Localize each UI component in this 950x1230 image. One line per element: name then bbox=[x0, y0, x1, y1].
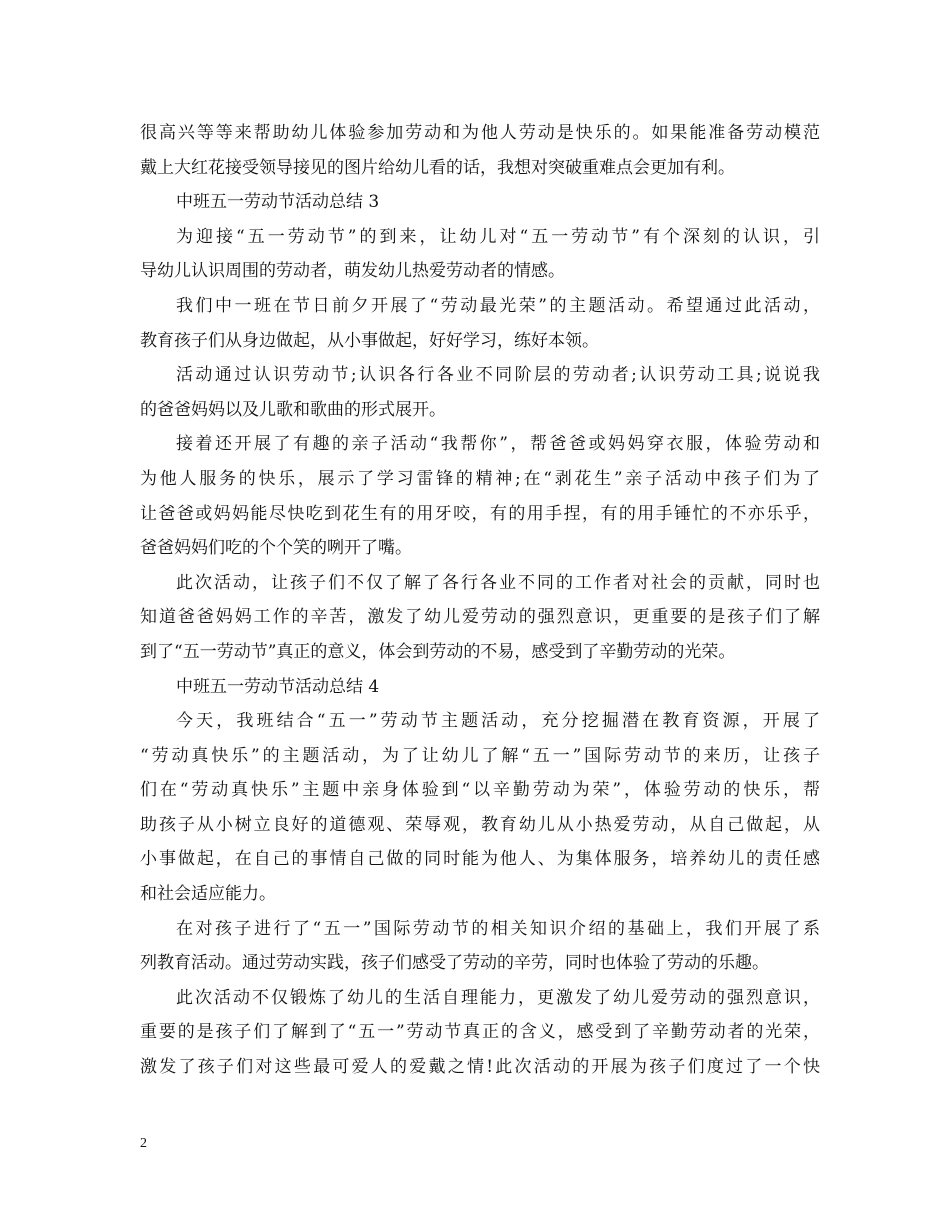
paragraph-line: 教育孩子们从身边做起，从小事做起，好好学习，练好本领。 bbox=[140, 330, 599, 351]
paragraph-line: 到了“五一劳动节”真正的意义，体会到劳动的不易，感受到了辛勤劳动的光荣。 bbox=[140, 641, 736, 662]
paragraph-line: “劳动真快乐”的主题活动，为了让幼儿了解“五一”国际劳动节的来历，让孩子 bbox=[140, 745, 820, 766]
paragraph-line: 为他人服务的快乐，展示了学习雷锋的精神;在“剥花生”亲子活动中孩子们为了 bbox=[140, 468, 820, 489]
paragraph-line: 和社会适应能力。 bbox=[140, 884, 276, 905]
paragraph-line: 的爸爸妈妈以及儿歌和歌曲的形式展开。 bbox=[140, 399, 446, 420]
section-heading: 中班五一劳动节活动总结 4 bbox=[176, 676, 380, 697]
paragraph-line: 小事做起，在自己的事情自己做的同时能为他人、为集体服务，培养幼儿的责任感 bbox=[140, 849, 820, 870]
paragraph-line: 活动通过认识劳动节;认识各行各业不同阶层的劳动者;认识劳动工具;说说我 bbox=[176, 365, 820, 386]
paragraph-line: 爸爸妈妈们吃的个个笑的咧开了嘴。 bbox=[140, 538, 412, 559]
paragraph-line: 让爸爸或妈妈能尽快吃到花生有的用牙咬，有的用手捏，有的用手锤忙的不亦乐乎， bbox=[140, 503, 820, 524]
paragraph-line: 在对孩子进行了“五一”国际劳动节的相关知识介绍的基础上，我们开展了系 bbox=[176, 918, 820, 939]
paragraph-line: 很高兴等等来帮助幼儿体验参加劳动和为他人劳动是快乐的。如果能准备劳动模范 bbox=[140, 123, 820, 143]
paragraph-line: 导幼儿认识周围的劳动者，萌发幼儿热爱劳动者的情感。 bbox=[140, 261, 565, 282]
paragraph-line: 知道爸爸妈妈工作的辛苦，激发了幼儿爱劳动的强烈意识，更重要的是孩子们了解 bbox=[140, 607, 820, 628]
paragraph-line: 今天，我班结合“五一”劳动节主题活动，充分挖掘潜在教育资源，开展了 bbox=[176, 711, 820, 732]
paragraph-line: 助孩子从小树立良好的道德观、荣辱观，教育幼儿从小热爱劳动，从自己做起，从 bbox=[140, 814, 820, 835]
paragraph-line: 此次活动，让孩子们不仅了解了各行各业不同的工作者对社会的贡献，同时也 bbox=[176, 572, 820, 593]
page-number: 2 bbox=[140, 1136, 147, 1151]
paragraph-line: 激发了孩子们对这些最可爱人的爱戴之情!此次活动的开展为孩子们度过了一个快 bbox=[140, 1057, 820, 1078]
section-heading: 中班五一劳动节活动总结 3 bbox=[176, 192, 380, 213]
paragraph-line: 戴上大红花接受领导接见的图片给幼儿看的话，我想对突破重难点会更加有利。 bbox=[140, 157, 735, 178]
paragraph-line: 列教育活动。通过劳动实践，孩子们感受了劳动的辛劳，同时也体验了劳动的乐趣。 bbox=[140, 953, 769, 974]
paragraph-line: 此次活动不仅锻炼了幼儿的生活自理能力，更激发了幼儿爱劳动的强烈意识， bbox=[176, 987, 820, 1008]
paragraph-line: 我们中一班在节日前夕开展了“劳动最光荣”的主题活动。希望通过此活动， bbox=[176, 295, 820, 316]
paragraph-line: 重要的是孩子们了解到了“五一”劳动节真正的含义，感受到了辛勤劳动者的光荣， bbox=[140, 1022, 820, 1043]
paragraph-line: 为迎接“五一劳动节”的到来，让幼儿对“五一劳动节”有个深刻的认识，引 bbox=[176, 226, 820, 247]
document-body bbox=[140, 116, 820, 1085]
paragraph-line: 接着还开展了有趣的亲子活动“我帮你”，帮爸爸或妈妈穿衣服，体验劳动和 bbox=[176, 434, 820, 455]
paragraph-line: 们在“劳动真快乐”主题中亲身体验到“以辛勤劳动为荣”，体验劳动的快乐，帮 bbox=[140, 780, 820, 801]
